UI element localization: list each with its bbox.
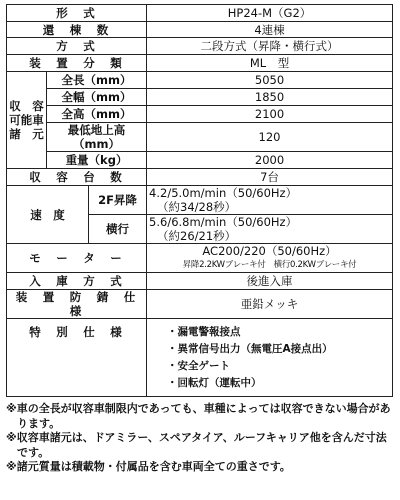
speed-traverse-value-line2: （約26/21秒） [157,229,237,243]
row-capacity [7,169,393,186]
dim-label-height: 全高（mm） [47,106,147,123]
row-model [7,5,393,22]
speed-lift-value-line2: （約34/28秒） [157,200,237,214]
row-special [7,319,393,397]
row-rust [7,290,393,319]
special-label: 特 別 仕 様 [7,319,147,397]
model-label: 形 式 [7,5,147,22]
special-item-error-signal: ・異常信号出力（無電圧A接点出） [167,342,333,355]
note-weight: ※諸元質量は積載物・付属品を含む車両全ての重さです。 [6,460,291,473]
dims-group-line-1: 収 容 [9,99,44,113]
speed-label: 速 度 [7,186,89,244]
row-class [7,55,393,72]
row-dim-clearance [7,123,393,152]
row-dim-width [7,89,393,106]
row-method [7,38,393,55]
capacity-value: 7台 [147,169,393,186]
motor-value-line2: 昇降2.2KWブレーキ付 横行0.2KWブレーキ付 [182,260,357,270]
spec-table [6,4,393,397]
dim-value-width: 1850 [147,89,393,106]
row-dim-length [7,72,393,89]
speed-traverse-value-line1: 5.6/6.8m/min（50/60Hz） [149,215,298,229]
note-dimensions: ※収容車諸元は、ドアミラー、スペアタイア、ルーフキャリア他を含んだ寸法です。 [6,431,387,459]
special-item-rotating-light: ・回転灯（運転中） [167,376,262,389]
row-motor [7,244,393,273]
note-length: ※車の全長が収容車制限内であっても、車種によっては収容できない場合があります。 [6,402,391,430]
dims-group-line-3: 諸 元 [9,127,44,141]
dim-label-width: 全幅（mm） [47,89,147,106]
notes [6,402,396,475]
motor-value-line1: AC200/220（50/60Hz） [202,244,337,258]
method-label: 方 式 [7,38,147,55]
speed-lift-value-line1: 4.2/5.0m/min（50/60Hz） [149,186,298,200]
class-value: ML 型 [147,55,393,72]
dims-group-line-2: 可能車 [9,113,44,127]
row-dim-height [7,106,393,123]
row-dim-weight [7,152,393,169]
rust-value: 亜鉛メッキ [147,290,393,319]
dim-label-weight: 重量（kg） [47,152,147,169]
row-layers [7,22,393,38]
method-value: 二段方式（昇降・横行式） [147,38,393,55]
capacity-label: 収 容 台 数 [7,169,147,186]
dim-label-clearance: 最低地上高（mm） [47,123,147,152]
rust-label: 装 置 防 錆 仕 様 [7,290,147,319]
speed-traverse-value [147,215,393,244]
dim-value-weight: 2000 [147,152,393,169]
special-item-safety-gate: ・安全ゲート [167,359,231,372]
dim-value-clearance: 120 [147,123,393,152]
special-list [149,320,390,396]
dim-value-height: 2100 [147,106,393,123]
speed-traverse-label: 横行 [89,215,147,244]
dim-label-length: 全長（mm） [47,72,147,89]
motor-label: モ ー タ ー [7,244,147,273]
speed-lift-value [147,186,393,215]
special-value [147,319,393,397]
entry-label: 入 庫 方 式 [7,273,147,290]
layers-value: 4連棟 [147,22,393,38]
class-label: 装 置 分 類 [7,55,147,72]
model-value: HP24-M（G2） [147,5,393,22]
speed-lift-label: 2F昇降 [89,186,147,215]
dims-group-label [7,72,47,169]
entry-value: 後進入庫 [147,273,393,290]
row-speed-lift [7,186,393,215]
motor-value [147,244,393,273]
layers-label: 還 棟 数 [7,22,147,38]
row-entry [7,273,393,290]
special-item-leak-alarm: ・漏電警報接点 [167,325,241,338]
dim-value-length: 5050 [147,72,393,89]
